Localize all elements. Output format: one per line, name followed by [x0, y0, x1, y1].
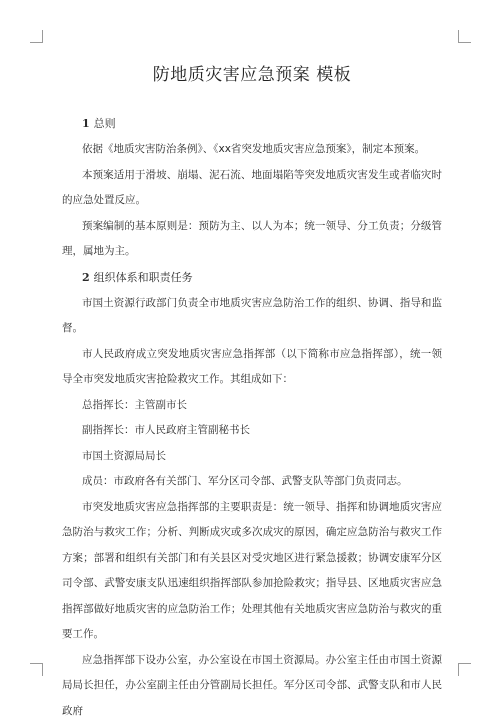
paragraph: 成员：市政府各有关部门、军分区司令部、武警支队等部门负责同志。	[62, 469, 442, 495]
section-number: 2	[82, 271, 90, 284]
section-label: 总则	[94, 117, 116, 130]
paragraph: 市人民政府成立突发地质灾害应急指挥部（以下简称市应急指挥部），统一领导全市突发地质灾害抢险救灾工作。其组成如下：	[62, 342, 442, 393]
paragraph: 应急指挥部下设办公室，办公室设在市国土资源局。办公室主任由市国土资源局局长担任，办公室副主任由分管副局长担任。军分区司令部、武警支队和市人民政府	[62, 648, 442, 724]
paragraph: 市国土资源行政部门负责全市地质灾害应急防治工作的组织、协调、指导和监督。	[62, 291, 442, 342]
crop-mark-bottom-right	[458, 663, 471, 676]
crop-mark-top-left	[30, 30, 43, 43]
paragraph: 预案编制的基本原则是：预防为主、以人为本；统一领导、分工负责；分级管理，属地为主。	[62, 214, 442, 265]
paragraph: 市突发地质灾害应急指挥部的主要职责是：统一领导、指挥和协调地质灾害应急防治与救灾工作；分析、判断成灾或多次成灾的原因，确定应急防治与救灾工作方案；部署和组织有关部门和有关县区对受灾地区进行紧急援救；协调安康军分区司令部、武警安康支队迅速组织指挥部队参加抢险救灾；指导县、区地质灾害应急指挥部做好地质灾害的应急防治工作；处理其他有关地质灾害应急防治与救灾的重要工作。	[62, 495, 442, 648]
section-number: 1	[82, 117, 90, 130]
document-title: 防地质灾害应急预案 模板	[62, 60, 442, 85]
paragraph: 本预案适用于滑坡、崩塌、泥石流、地面塌陷等突发地质灾害发生或者临灾时的应急处置反应。	[62, 163, 442, 214]
crop-mark-bottom-left	[30, 663, 43, 676]
section-heading-2	[62, 265, 442, 291]
paragraph: 总指挥长：主管副市长	[62, 393, 442, 419]
paragraph: 依据《地质灾害防治条例》、《xx省突发地质灾害应急预案》，制定本预案。	[62, 137, 442, 163]
section-heading-1	[62, 111, 442, 137]
paragraph: 市国土资源局局长	[62, 444, 442, 470]
paragraph: 副指挥长：市人民政府主管副秘书长	[62, 418, 442, 444]
section-label: 组织体系和职责任务	[94, 271, 193, 284]
document-body	[62, 60, 442, 724]
crop-mark-top-right	[458, 30, 471, 43]
